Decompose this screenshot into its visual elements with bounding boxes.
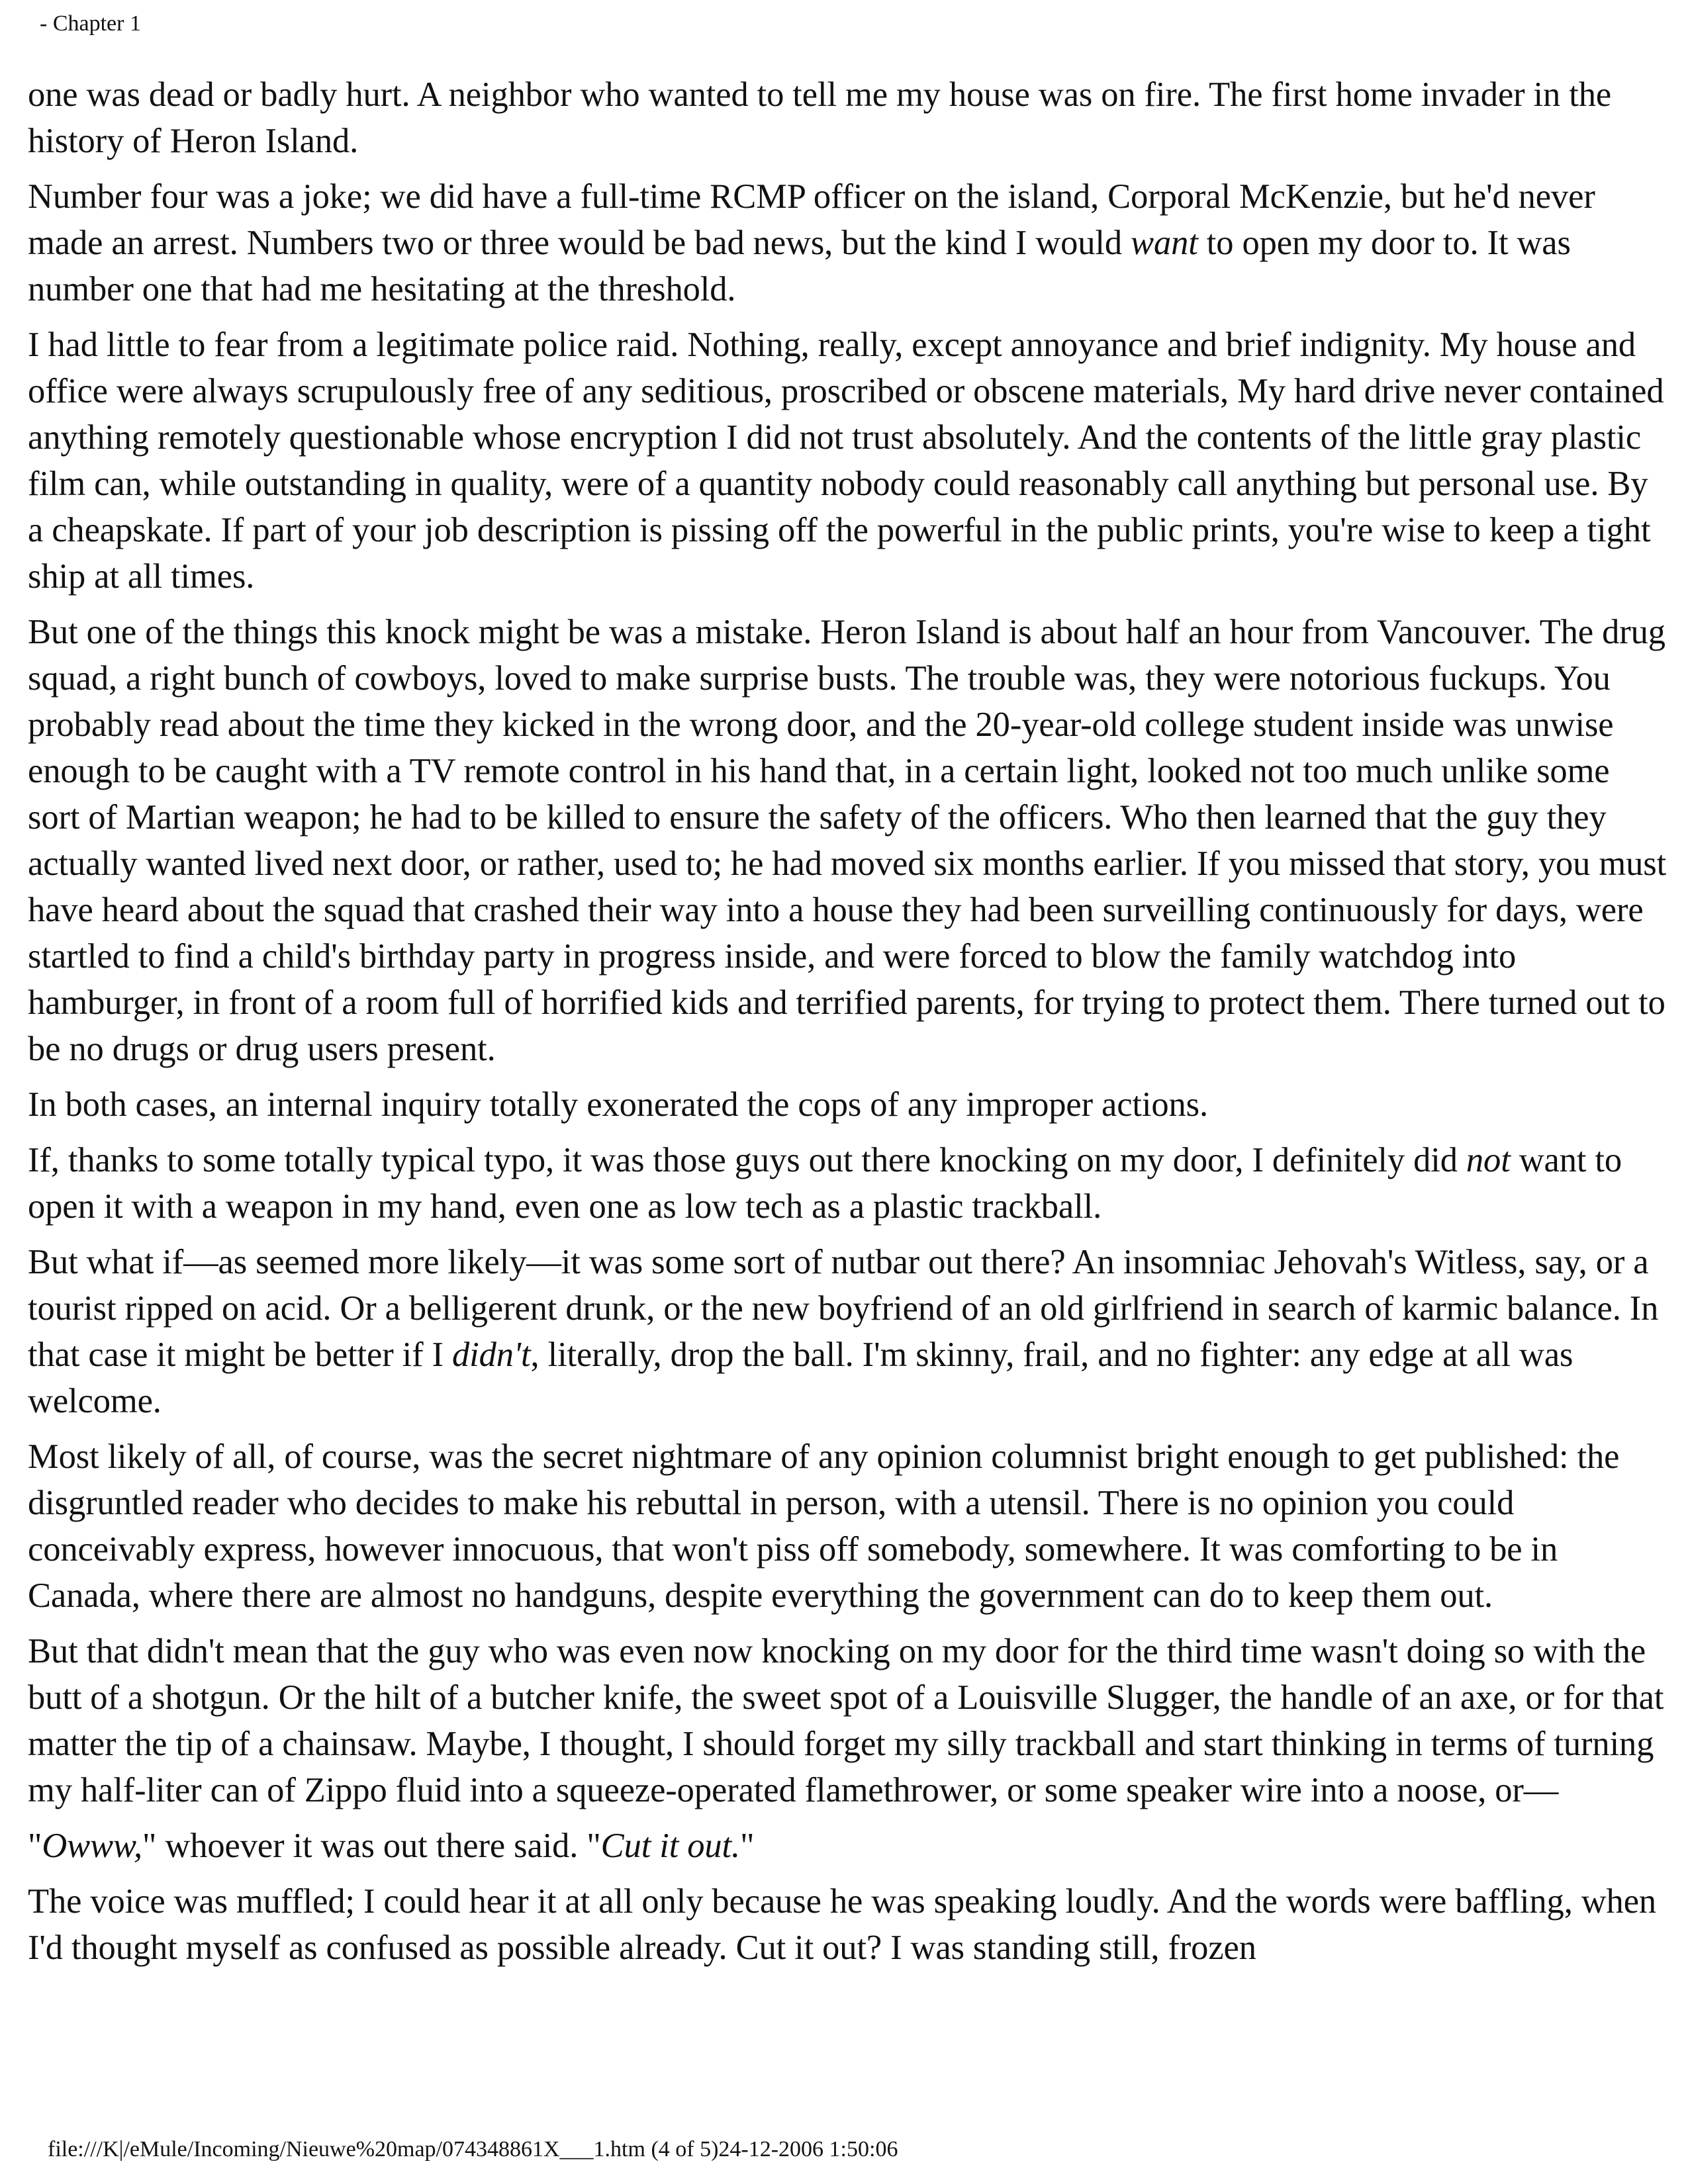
paragraph [28,1628,1669,1813]
paragraph [28,609,1669,1072]
paragraph [28,1823,1669,1869]
text-run: The voice was muffled; I could hear it at all only because he was speaking loudly. And the words were baffling, when I'd thought myself as confused as possible already. Cut it out? I was standing still, frozen [28,1882,1657,1967]
paragraph [28,1239,1669,1424]
emphasis-text: Cut it out. [600,1827,741,1865]
running-header: - Chapter 1 [40,11,141,36]
text-run: If, thanks to some totally typical typo, it was those guys out there knocking on my door, I definitely did [28,1141,1466,1179]
paragraph [28,322,1669,600]
chapter-text [28,71,1669,1980]
emphasis-text: not [1466,1141,1511,1179]
text-run: want to open it with a weapon in my hand, even one as low tech as a plastic trackball. [28,1141,1622,1226]
text-run: I had little to fear from a legitimate police raid. Nothing, really, except annoyance and brief indignity. My house and office were always scrupulously free of any seditious, proscribed or obscene materials, My hard drive never contained anything remotely questionable whose encryption I did not trust absolutely. And the contents of the little gray plastic film can, while outstanding in quality, were of a quantity nobody could reasonably call anything but personal use. By a cheapskate. If part of your job description is pissing off the powerful in the public prints, you're wise to keep a tight ship at all times. [28,326,1664,596]
paragraph [28,173,1669,312]
text-run: But what if—as seemed more likely—it was some sort of nutbar out there? An insomniac Jehovah's Witless, say, or a tourist ripped on acid. Or a belligerent drunk, or the new boyfriend of an old girlfriend in search of karmic balance. In that case it might be better if I [28,1243,1659,1374]
emphasis-text: Owww, [42,1827,143,1865]
paragraph [28,1433,1669,1619]
paragraph [28,1081,1669,1128]
emphasis-text: didn't [451,1336,531,1374]
file-path-footer: file:///K|/eMule/Incoming/Nieuwe%20map/074348861X___1.htm (4 of 5)24-12-2006 1:50:06 [48,2137,898,2161]
text-run: But one of the things this knock might be was a mistake. Heron Island is about half an hour from Vancouver. The drug squad, a right bunch of cowboys, loved to make surprise busts. The trouble was, they were notorious fuckups. You probably read about the time they kicked in the wrong door, and the 20-year-old college student inside was unwise enough to be caught with a TV remote control in his hand that, in a certain light, looked not too much unlike some sort of Martian weapon; he had to be killed to ensure the safety of the officers. Who then learned that the guy they actually wanted lived next door, or rather, used to; he had moved six months earlier. If you missed that story, you must have heard about the squad that crashed their way into a house they had been surveilling continuously for days, were startled to find a child's birthday party in progress inside, and were forced to blow the family watchdog into hamburger, in front of a room full of horrified kids and terrified parents, for trying to protect them. There turned out to be no drugs or drug users present. [28,613,1667,1068]
text-run: to open my door to. It was number one that had me hesitating at the threshold. [28,224,1571,308]
text-run: " whoever it was out there said. " [142,1827,601,1865]
text-run: one was dead or badly hurt. A neighbor who wanted to tell me my house was on fire. The first home invader in the history of Heron Island. [28,75,1612,160]
text-run: Number four was a joke; we did have a full-time RCMP officer on the island, Corporal McKenzie, but he'd never made an arrest. Numbers two or three would be bad news, but the kind I would [28,177,1595,262]
paragraph [28,71,1669,164]
text-run: " [740,1827,755,1865]
text-run: In both cases, an internal inquiry totally exonerated the cops of any improper actions. [28,1085,1209,1124]
text-run: " [28,1827,42,1865]
paragraph [28,1137,1669,1230]
text-run: , literally, drop the ball. I'm skinny, frail, and no fighter: any edge at all was welcome. [28,1336,1573,1420]
emphasis-text: want [1131,224,1198,262]
text-run: But that didn't mean that the guy who was even now knocking on my door for the third time wasn't doing so with the butt of a shotgun. Or the hilt of a butcher knife, the sweet spot of a Louisville Slugger, the handle of an axe, or for that matter the tip of a chainsaw. Maybe, I thought, I should forget my silly trackball and start thinking in terms of turning my half-liter can of Zippo fluid into a squeeze-operated flamethrower, or some speaker wire into a noose, or— [28,1632,1664,1809]
text-run: Most likely of all, of course, was the secret nightmare of any opinion columnist bright enough to get published: the disgruntled reader who decides to make his rebuttal in person, with a utensil. There is no opinion you could conceivably express, however innocuous, that won't piss off somebody, somewhere. It was comforting to be in Canada, where there are almost no handguns, despite everything the government can do to keep them out. [28,1437,1620,1615]
paragraph [28,1878,1669,1971]
